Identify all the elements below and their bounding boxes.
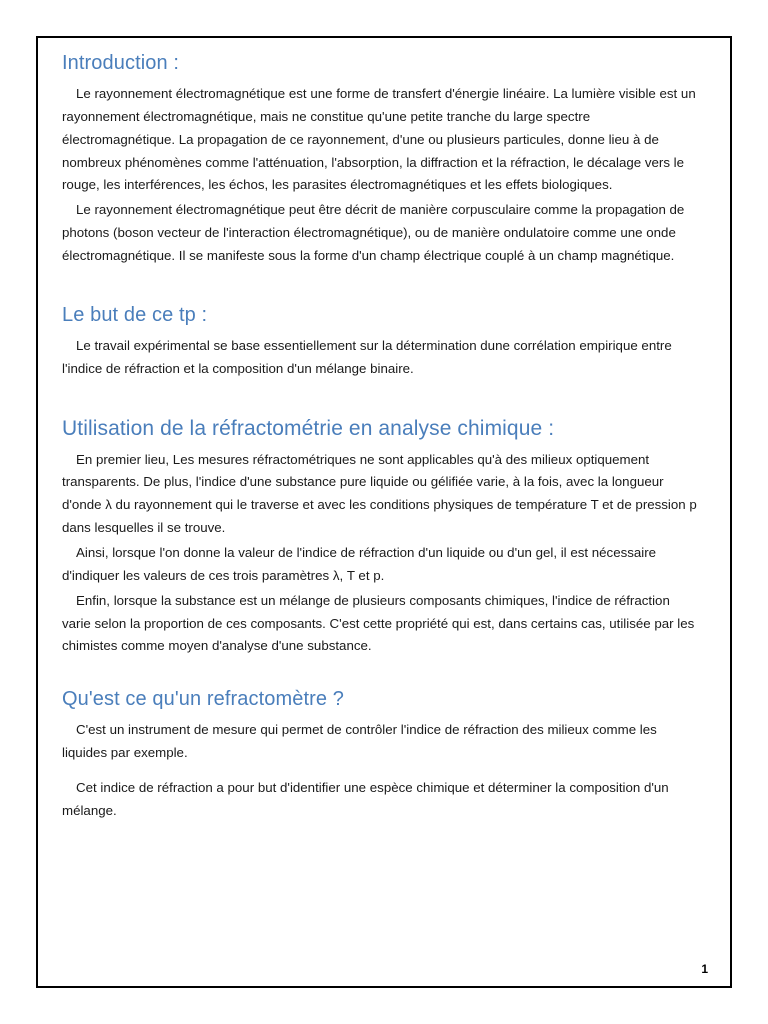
heading-refractometre: Qu'est ce qu'un refractomètre ? — [62, 688, 344, 711]
page-number: 1 — [701, 962, 708, 976]
paragraph-utilisation-2: Ainsi, lorsque l'on donne la valeur de l'indice de réfraction d'un liquide ou d'un gel, il est nécessaire d'indiquer les valeurs de ces trois paramètres λ, T et p. — [62, 545, 657, 583]
spacer — [62, 270, 702, 304]
spacer — [62, 767, 702, 777]
paragraph-refractometre-1: C'est un instrument de mesure qui permet de contrôler l'indice de réfraction des milieux comme les liquides par exemple. — [62, 722, 657, 761]
paragraph-refractometre-2: Cet indice de réfraction a pour but d'identifier une espèce chimique et déterminer la composition d'un mélange. — [62, 780, 669, 818]
heading-introduction: Introduction : — [62, 52, 180, 74]
spacer — [62, 660, 702, 688]
paragraph-introduction-1: Le rayonnement électromagnétique est une forme de transfert d'énergie linéaire. La lumière visible est un rayonnement électromagnétique, mais ne constitue qu'une petite tranche du large spectre électromagnétique. La propagation de ce rayonnement, d'une ou plusieurs particules, donne lieu à de nombreux phénomènes comme l'atténuation, l'absorption, la diffraction et la réfraction, le décalage vers le rouge, les interférences, les échos, les parasites électromagnétiques et les effets biologiques. — [62, 86, 696, 193]
paragraph-utilisation-3: Enfin, lorsque la substance est un mélange de plusieurs composants chimiques, l'indice de réfraction varie selon la proportion de ces composants. C'est cette propriété qui est, dans certains cas, utilisée par les chimistes comme moyen d'analyse d'une substance. — [62, 592, 695, 654]
paragraph-utilisation-1: En premier lieu, Les mesures réfractométriques ne sont applicables qu'à des milieux optiquement transparents. De plus, l'indice d'une substance pure liquide ou gélifiée varie, à la fois, avec la longueur d'onde λ du rayonnement qui le traverse et avec les conditions physiques de température T et de pression p dans lesquelles il se trouve. — [62, 451, 697, 536]
spacer — [62, 383, 702, 417]
paragraph-but-du-tp-1: Le travail expérimental se base essentiellement sur la détermination dune corrélation empirique entre l'indice de réfraction et la composition d'un mélange binaire. — [62, 337, 672, 376]
heading-but-du-tp: Le but de ce tp : — [62, 303, 208, 326]
heading-utilisation-refractometrie: Utilisation de la réfractométrie en analyse chimique : — [62, 416, 555, 440]
document-content — [62, 52, 702, 825]
paragraph-introduction-2: Le rayonnement électromagnétique peut être décrit de manière corpusculaire comme la propagation de photons (boson vecteur de l'interaction électromagnétique), ou de manière ondulatoire comme une onde électromagnétique. Il se manifeste sous la forme d'un champ électrique couplé à un champ magnétique. — [62, 202, 685, 264]
